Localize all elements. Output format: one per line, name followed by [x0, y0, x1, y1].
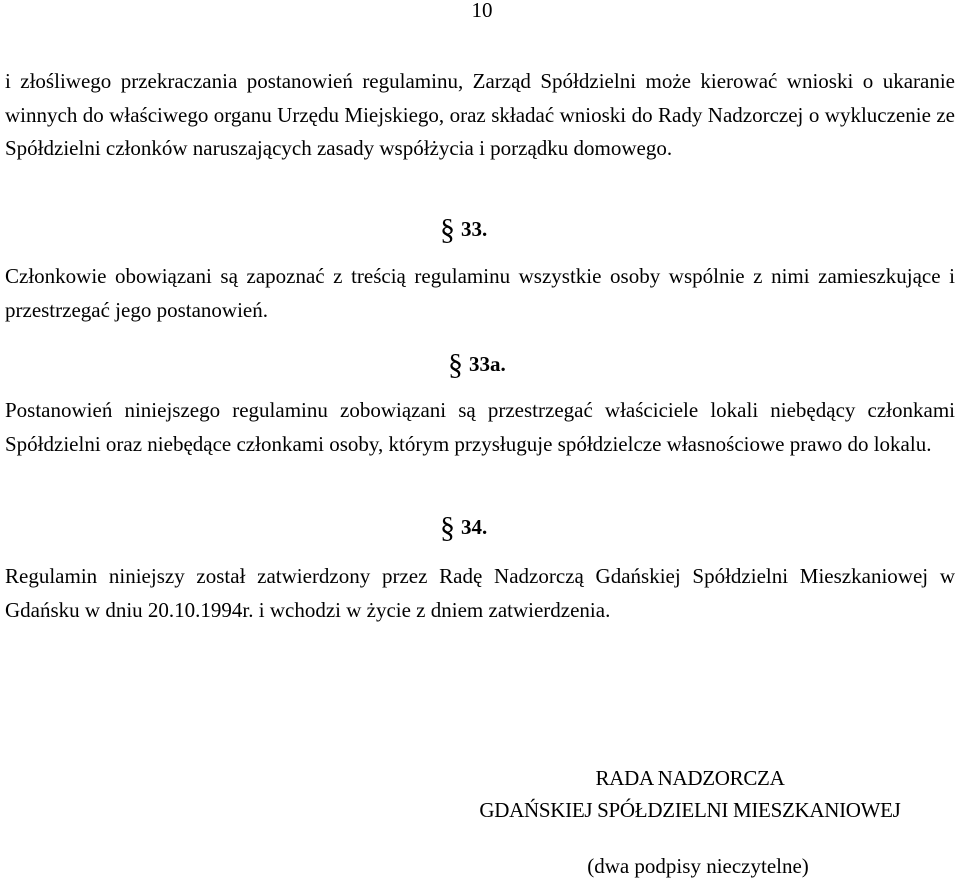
paragraph-33: Członkowie obowiązani są zapoznać z treścią regulaminu wszystkie osoby wspólnie z nimi zamieszkujące i przestrzegać jego postanowień.	[5, 264, 955, 322]
section-number: 33.	[461, 217, 488, 241]
paragraph-continuation: i złośliwego przekraczania postanowień regulaminu, Zarząd Spółdzielni może kierować wnioski o ukaranie winnych do właściwego organu Urzędu Miejskiego, oraz składać wnioski do Rady Nadzorczej o wykluczenie ze Spółdzielni członków naruszających zasady współżycia i porządku domowego.	[5, 69, 955, 160]
section-number: 34.	[461, 515, 488, 539]
paragraph-33a: Postanowień niniejszego regulaminu zobowiązani są przestrzegać właściciele lokali niebędący członkami Spółdzielni oraz niebędące członkami osoby, którym przysługuje spółdzielcze własnościowe prawo do lokalu.	[5, 398, 955, 456]
section-34-heading	[440, 513, 487, 542]
signature-note: (dwa podpisy nieczytelne)	[587, 854, 809, 878]
section-number: 33a.	[469, 352, 506, 376]
section-33a-heading	[448, 350, 506, 379]
section-symbol: §	[440, 511, 455, 544]
page-number: 10	[471, 0, 493, 22]
paragraph-34: Regulamin niniejszy został zatwierdzony przez Radę Nadzorczą Gdańskiej Spółdzielni Mieszkaniowej w Gdańsku w dniu 20.10.1994r. i wchodzi w życie z dniem zatwierdzenia.	[5, 564, 955, 622]
signature-line-1: RADA NADZORCZA	[595, 766, 785, 790]
section-33-heading	[440, 215, 487, 244]
section-symbol: §	[448, 348, 463, 381]
section-symbol: §	[440, 213, 455, 246]
signature-line-2: GDAŃSKIEJ SPÓŁDZIELNI MIESZKANIOWEJ	[479, 798, 901, 822]
